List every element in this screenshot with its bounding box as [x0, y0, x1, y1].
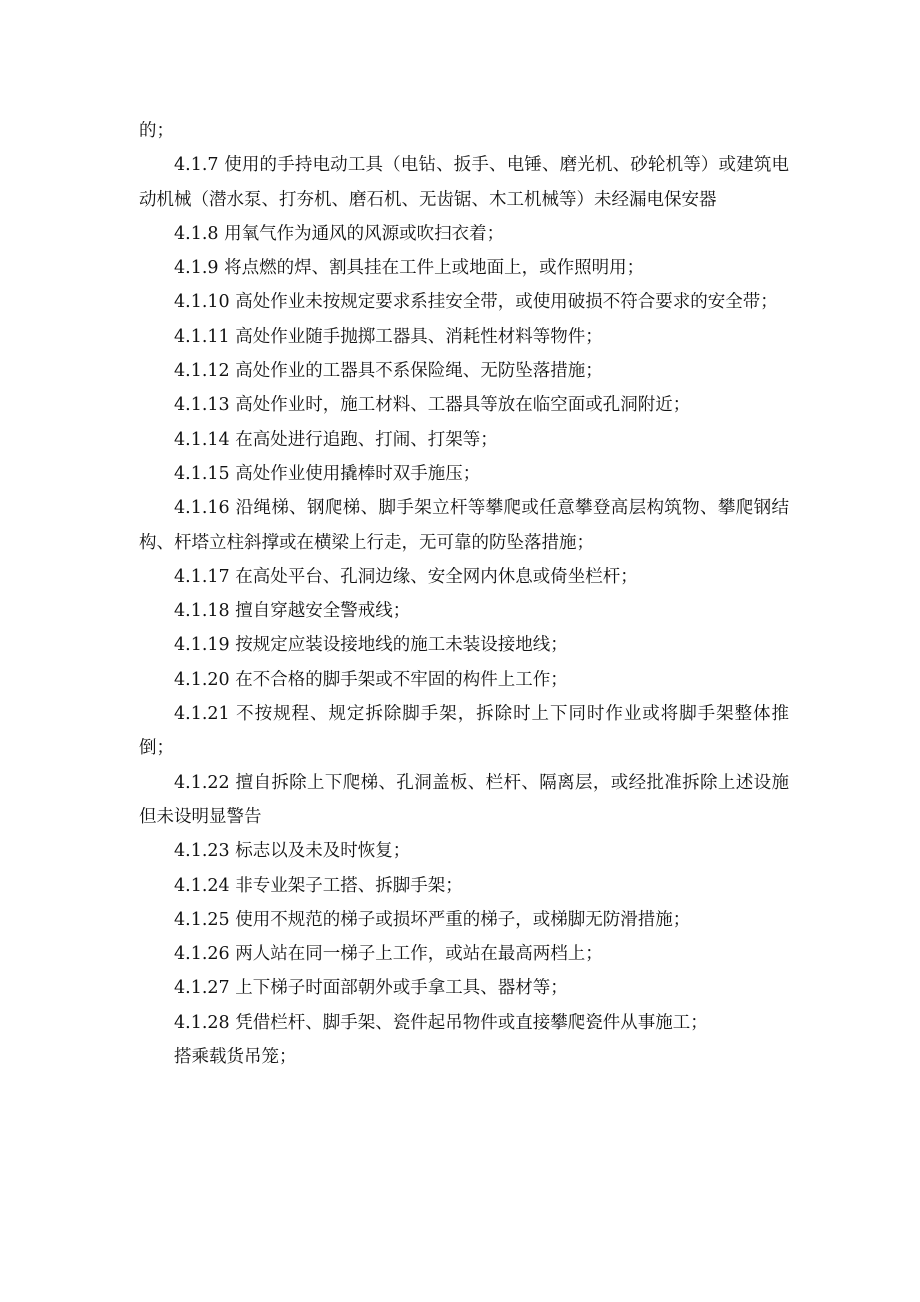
- document-body: [139, 114, 789, 1074]
- paragraph-4-1-10: 4.1.10 高处作业未按规定要求系挂安全带，或使用破损不符合要求的安全带；: [174, 292, 778, 313]
- paragraph-4-1-7: 4.1.7 使用的手持电动工具（电钻、扳手、电锤、磨光机、砂轮机等）或建筑电动机械（潜水泵、打夯机、磨石机、无齿锯、木工机械等）未经漏电保安器: [139, 155, 789, 210]
- paragraph-4-1-14: 4.1.14 在高处进行追跑、打闹、打架等；: [174, 429, 498, 450]
- paragraph-4-1-25: 4.1.25 使用不规范的梯子或损坏严重的梯子，或梯脚无防滑措施；: [174, 909, 691, 930]
- paragraph-4-1-11: 4.1.11 高处作业随手抛掷工器具、消耗性材料等物件；: [174, 326, 603, 347]
- paragraph-4-1-22: 4.1.22 擅自拆除上下爬梯、孔洞盖板、栏杆、隔离层，或经批准拆除上述设施但未设明显警告: [139, 772, 789, 827]
- paragraph-4-1-23: 4.1.23 标志以及未及时恢复；: [174, 841, 411, 862]
- paragraph-4-1-24: 4.1.24 非专业架子工搭、拆脚手架；: [174, 875, 463, 896]
- paragraph-4-1-9: 4.1.9 将点燃的焊、割具挂在工件上或地面上，或作照明用；: [174, 258, 645, 279]
- paragraph-4-1-18: 4.1.18 擅自穿越安全警戒线；: [174, 601, 411, 622]
- paragraph-continuation: 的；: [139, 121, 174, 141]
- paragraph-4-1-8: 4.1.8 用氧气作为通风的风源或吹扫衣着；: [174, 223, 505, 244]
- paragraph-4-1-20: 4.1.20 在不合格的脚手架或不牢固的构件上工作；: [174, 669, 568, 690]
- paragraph-4-1-15: 4.1.15 高处作业使用撬棒时双手施压；: [174, 463, 481, 484]
- paragraph-4-1-13: 4.1.13 高处作业时，施工材料、工器具等放在临空面或孔洞附近；: [174, 395, 691, 416]
- paragraph-4-1-26: 4.1.26 两人站在同一梯子上工作，或站在最高两档上；: [174, 944, 603, 965]
- paragraph-4-1-17: 4.1.17 在高处平台、孔洞边缘、安全网内休息或倚坐栏杆；: [174, 566, 638, 587]
- paragraph-4-1-16: 4.1.16 沿绳梯、钢爬梯、脚手架立杆等攀爬或任意攀登高层构筑物、攀爬钢结构、杆塔立柱斜撑或在横梁上行走，无可靠的防坠落措施；: [139, 498, 789, 553]
- paragraph-4-1-12: 4.1.12 高处作业的工器具不系保险绳、无防坠落措施；: [174, 361, 603, 382]
- paragraph-4-1-21: 4.1.21 不按规程、规定拆除脚手架，拆除时上下同时作业或将脚手架整体推倒；: [139, 704, 789, 759]
- paragraph-trailing: 搭乘载货吊笼；: [174, 1047, 297, 1068]
- paragraph-4-1-28: 4.1.28 凭借栏杆、脚手架、瓷件起吊物件或直接攀爬瓷件从事施工；: [174, 1012, 708, 1033]
- paragraph-4-1-19: 4.1.19 按规定应装设接地线的施工未装设接地线；: [174, 635, 568, 656]
- paragraph-4-1-27: 4.1.27 上下梯子时面部朝外或手拿工具、器材等；: [174, 978, 568, 999]
